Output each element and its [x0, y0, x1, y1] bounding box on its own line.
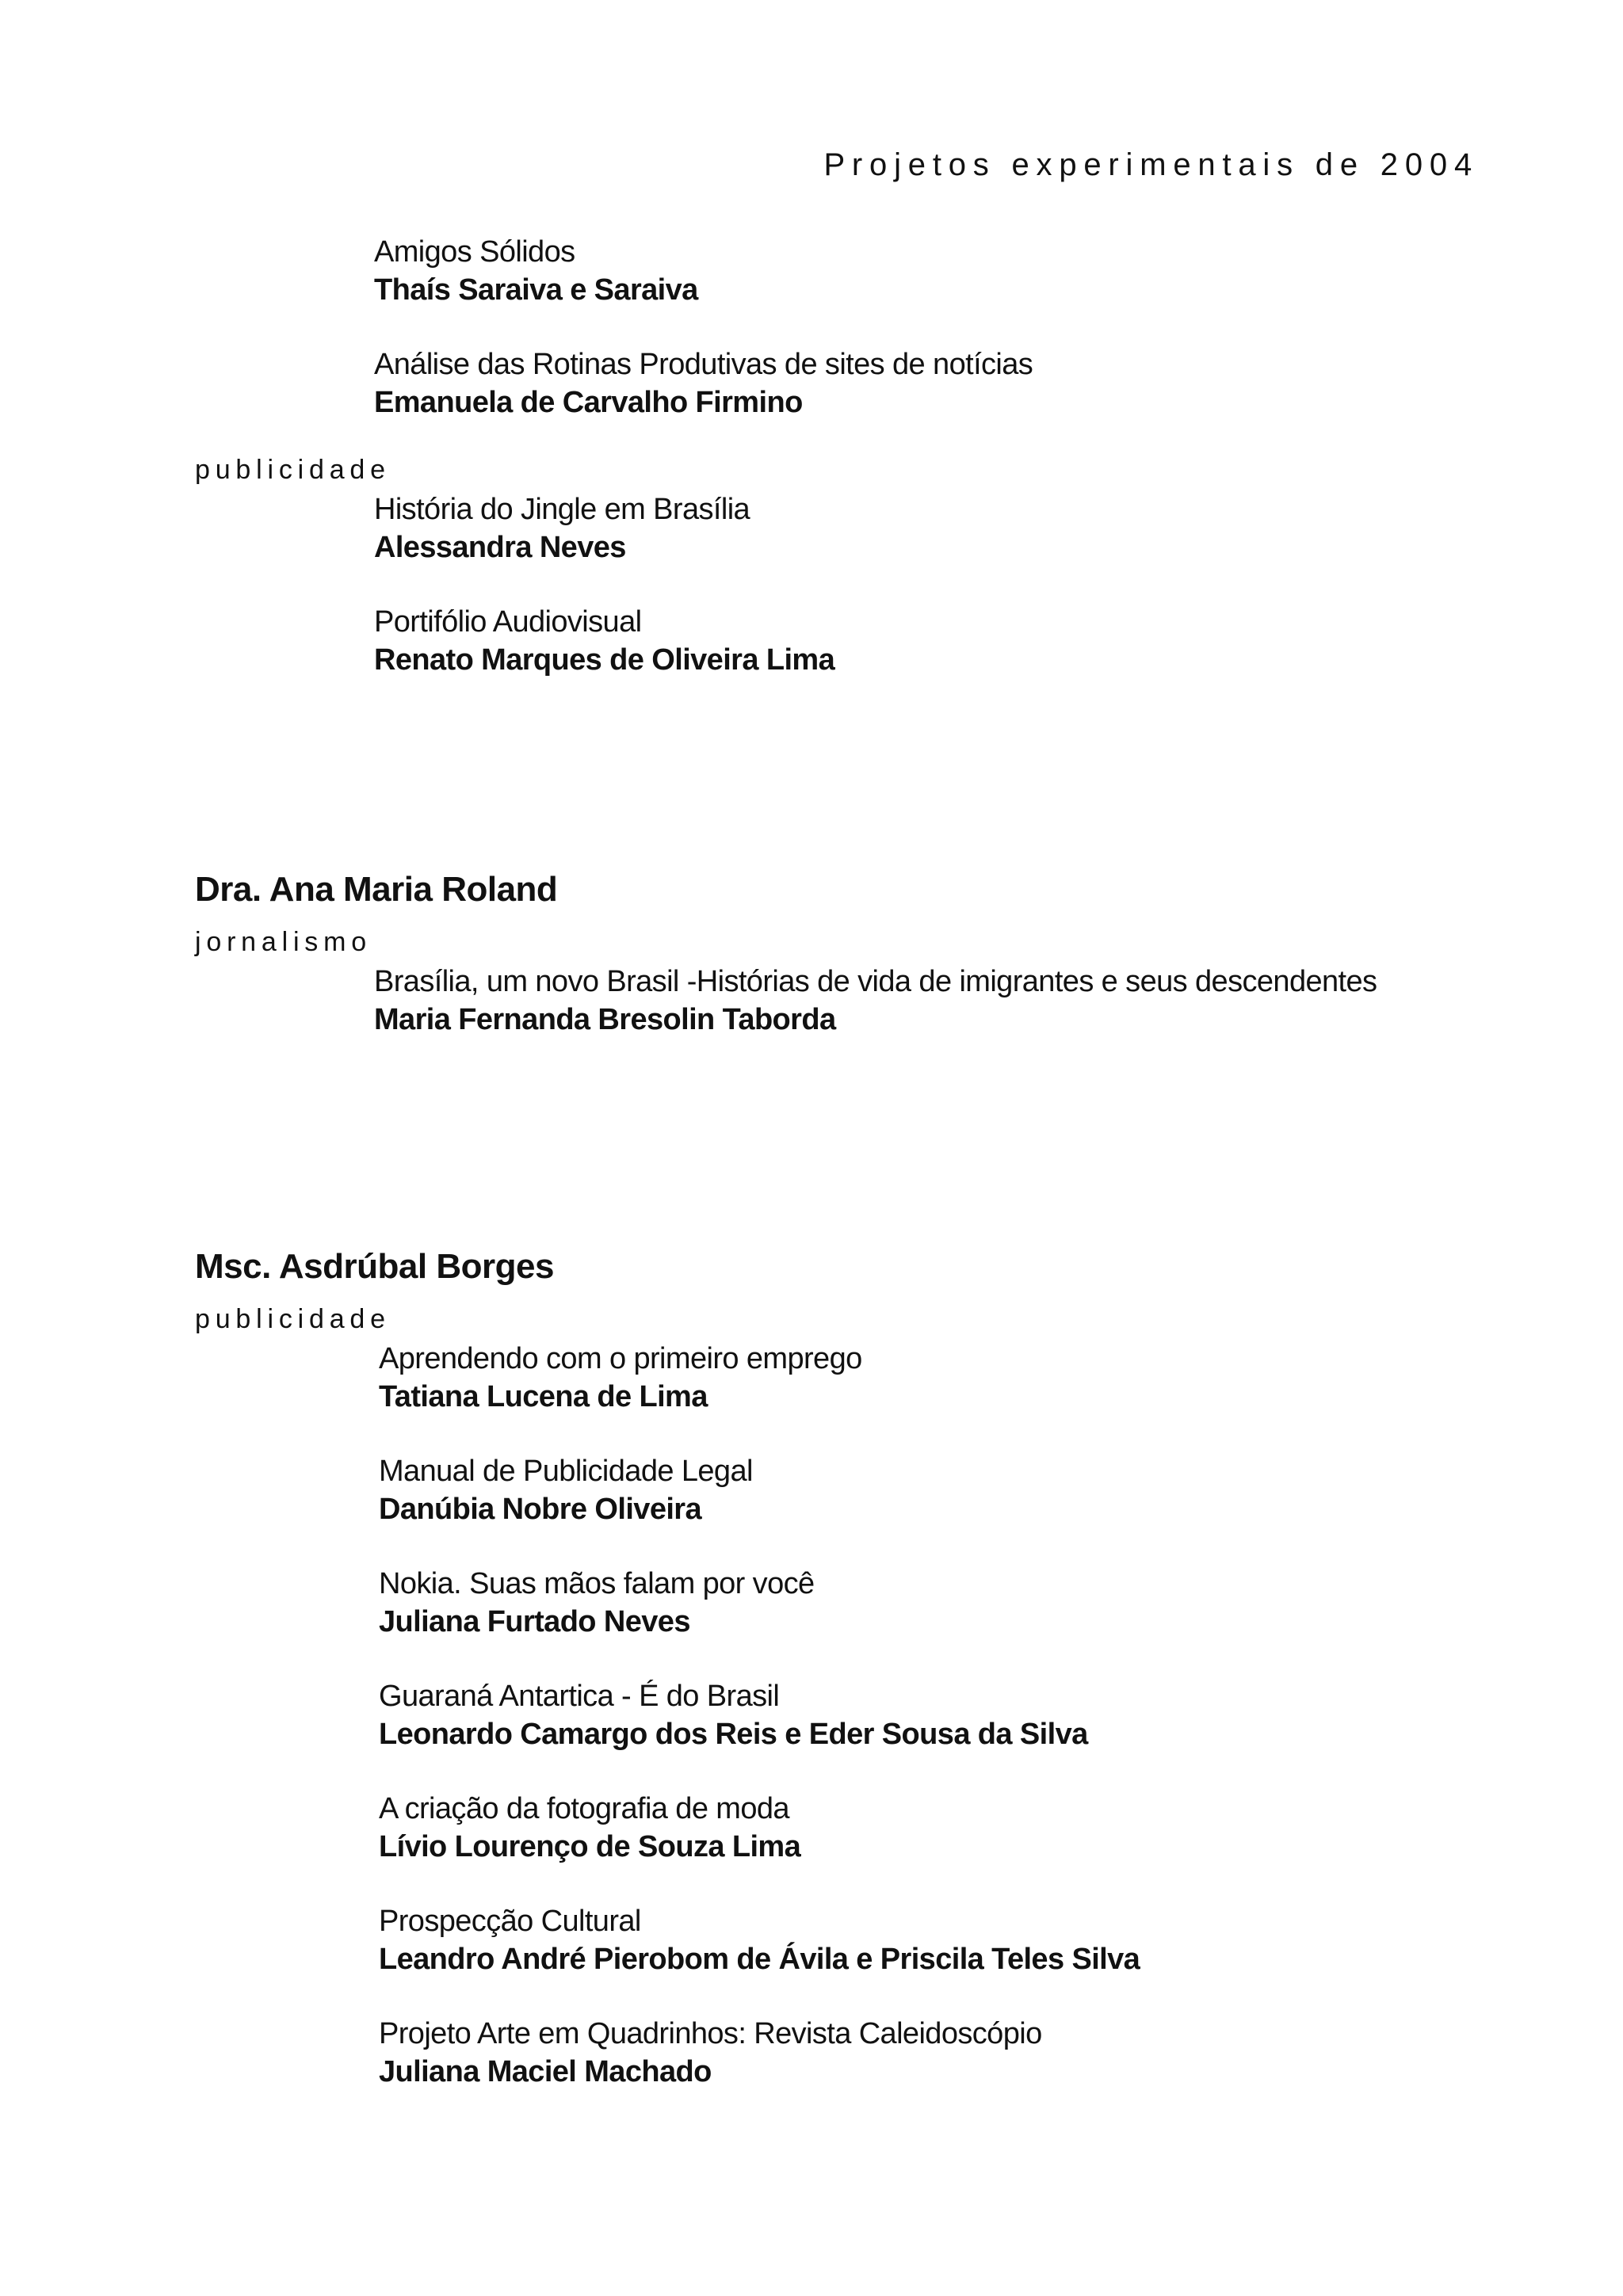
entry-author: Alessandra Neves	[374, 531, 626, 564]
entry-title: História do Jingle em Brasília	[374, 493, 750, 526]
section-advisor	[195, 1247, 1542, 2091]
entry-title: Brasília, um novo Brasil -Histórias de vida de imigrantes e seus descendentes	[374, 965, 1377, 998]
entry-author: Emanuela de Carvalho Firmino	[374, 386, 803, 419]
entry-title: Nokia. Suas mãos falam por você	[379, 1567, 815, 1600]
advisor-name: Msc. Asdrúbal Borges	[195, 1247, 554, 1286]
entry-author: Maria Fernanda Bresolin Taborda	[374, 1003, 836, 1036]
category-label: publicidade	[195, 455, 391, 485]
entry-author: Juliana Furtado Neves	[379, 1605, 690, 1638]
entry	[379, 1677, 1542, 1753]
entry-title: Projeto Arte em Quadrinhos: Revista Caleidoscópio	[379, 2017, 1042, 2050]
entry-title: Análise das Rotinas Produtivas de sites de notícias	[374, 348, 1033, 381]
category-label: jornalismo	[195, 927, 372, 957]
entry-title: Amigos Sólidos	[374, 235, 575, 269]
entry-author: Lívio Lourenço de Souza Lima	[379, 1830, 801, 1863]
section-continuation-publicidade	[195, 455, 1542, 679]
entry-list	[374, 490, 1542, 679]
entry-author: Thaís Saraiva e Saraiva	[374, 273, 698, 307]
entry-list	[379, 1340, 1542, 2091]
entry-author: Renato Marques de Oliveira Lima	[374, 643, 835, 677]
entry	[374, 345, 1542, 421]
entry	[374, 233, 1542, 309]
entry-list	[374, 963, 1542, 1039]
advisor-name: Dra. Ana Maria Roland	[195, 870, 558, 909]
entry-title: A criação da fotografia de moda	[379, 1792, 789, 1825]
entry	[379, 1790, 1542, 1866]
entry	[379, 1452, 1542, 1528]
entry	[374, 963, 1542, 1039]
section-advisor	[195, 870, 1542, 1039]
entry-author: Leandro André Pierobom de Ávila e Priscila Teles Silva	[379, 1943, 1140, 1976]
entry-author: Juliana Maciel Machado	[379, 2055, 712, 2088]
entry-title: Aprendendo com o primeiro emprego	[379, 1342, 862, 1375]
category-label: publicidade	[195, 1304, 391, 1334]
entry	[379, 1340, 1542, 1416]
entry-author: Leonardo Camargo dos Reis e Eder Sousa da Silva	[379, 1718, 1088, 1751]
entry	[374, 603, 1542, 679]
entry-list	[374, 233, 1542, 421]
section-continuation	[195, 233, 1542, 421]
entry	[379, 1565, 1542, 1641]
entry	[379, 1902, 1542, 1978]
entry-title: Portifólio Audiovisual	[374, 605, 642, 639]
entry	[374, 490, 1542, 566]
entry-author: Danúbia Nobre Oliveira	[379, 1493, 702, 1526]
page-header: Projetos experimentais de 2004	[823, 147, 1479, 182]
entry-title: Guaraná Antartica - É do Brasil	[379, 1680, 780, 1713]
entry-title: Manual de Publicidade Legal	[379, 1455, 753, 1488]
entry-author: Tatiana Lucena de Lima	[379, 1380, 708, 1413]
entry	[379, 2015, 1542, 2091]
entry-title: Prospecção Cultural	[379, 1905, 641, 1938]
